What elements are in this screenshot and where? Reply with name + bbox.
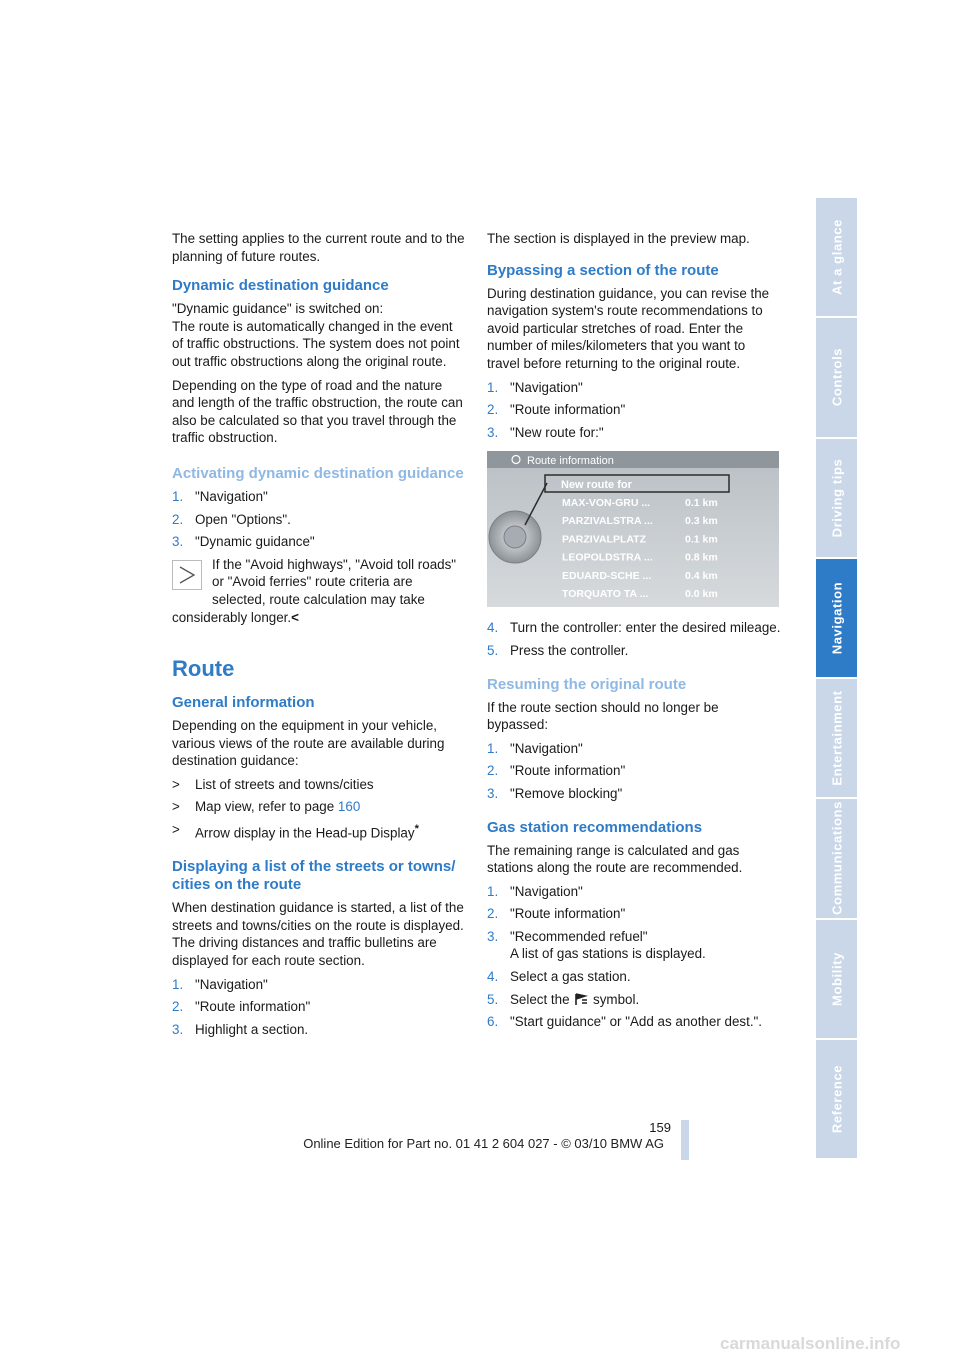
tab-navigation[interactable] <box>816 559 857 679</box>
preview-map-paragraph: The section is displayed in the preview map. <box>487 231 750 246</box>
tab-label: At a glance <box>829 219 844 296</box>
screen-row-name[interactable]: MAX-VON-GRU ... <box>562 497 651 510</box>
screen-title: Route information <box>527 455 614 468</box>
step-item: 2. "Route information" <box>487 906 626 922</box>
page-number: 159 <box>649 1120 671 1135</box>
step-item: 3. "New route for:" <box>487 424 604 440</box>
step-item: 4. Turn the controller: enter the desired mileage. <box>487 620 781 636</box>
step-item: 2. "Route information" <box>487 402 626 418</box>
step-item: 1. "Navigation" <box>487 379 583 395</box>
route-heading: Route <box>172 656 235 682</box>
route-flag-icon <box>573 992 589 1006</box>
watermark: carmanualsonline.info <box>720 1334 901 1353</box>
step-item: 2. "Route information" <box>172 999 311 1015</box>
step-item: 3. Highlight a section. <box>172 1021 309 1037</box>
dynamic-guidance-detail: Depending on the type of road and the nature and length of the traffic obstruction, the route can also be calculated so that you travel through the traffic obstruction. <box>172 377 463 446</box>
bypass-heading: Bypassing a section of the route <box>487 261 719 279</box>
tab-label: Driving tips <box>829 458 844 537</box>
screen-row-name[interactable]: TORQUATO TA ... <box>562 588 649 601</box>
bullet-item: > Map view, refer to page 160 <box>172 799 361 815</box>
step-item: 5. Select the symbol. <box>487 991 640 1007</box>
step-item: 6. "Start guidance" or "Add as another dest.". <box>487 1014 763 1030</box>
street-list-paragraph: When destination guidance is started, a list of the streets and towns/cities on the route is displayed. The driving distances and traffic bulletins are displayed for each route section. <box>172 900 464 968</box>
activating-guidance-heading: Activating dynamic destination guidance <box>172 464 464 482</box>
section-tabs <box>816 198 857 1160</box>
step-item: 3. "Recommended refuel" A list of gas stations is displayed. <box>487 928 706 962</box>
screen-row-distance: 0.1 km <box>685 497 718 510</box>
dynamic-guidance-status: "Dynamic guidance" is switched on: <box>172 301 384 317</box>
dynamic-guidance-heading: Dynamic destination guidance <box>172 277 389 295</box>
dynamic-guidance-description: The route is automatically changed in the event of traffic obstructions. The system does not point out traffic obstructions along the original route. <box>172 318 460 369</box>
tab-reference[interactable] <box>816 1040 857 1160</box>
tab-driving-tips[interactable] <box>816 439 857 559</box>
screen-row-distance: 0.3 km <box>685 515 718 528</box>
screen-row-distance: 0.8 km <box>685 551 718 564</box>
street-list-heading: Displaying a list of the streets or towns/ cities on the route <box>172 858 456 894</box>
step-item: 5. Press the controller. <box>487 642 629 658</box>
tab-controls[interactable] <box>816 318 857 438</box>
step-item: 3. "Remove blocking" <box>487 785 623 801</box>
screen-row-distance: 0.0 km <box>685 588 718 601</box>
bullet-item: > Arrow display in the Head-up Display* <box>172 822 419 841</box>
bypass-paragraph: During destination guidance, you can revise the navigation system's route recommendations to avoid particular stretches of road. Enter the number of miles/kilometers that you want to travel before returning to the original route. <box>487 285 770 371</box>
step-item: 2. "Route information" <box>487 763 626 779</box>
screen-row-name[interactable]: LEOPOLDSTRA ... <box>562 551 653 564</box>
page-link[interactable]: 160 <box>337 799 361 815</box>
resume-route-paragraph: If the route section should no longer be bypassed: <box>487 699 719 733</box>
note-triangle-icon <box>172 560 202 590</box>
highlight-label: New route for <box>561 479 632 492</box>
note-block <box>172 556 466 626</box>
note-text: If the "Avoid highways", "Avoid toll roads" or "Avoid ferries" route criteria are selected, route calculation may take considerably longer. <box>172 556 457 625</box>
tab-label: Controls <box>829 348 844 407</box>
screen-row-distance: 0.4 km <box>685 570 718 583</box>
tab-at-a-glance[interactable] <box>816 198 857 318</box>
route-information-screen <box>487 451 779 607</box>
intro-paragraph: The setting applies to the current route and to the planning of future routes. <box>172 231 465 264</box>
bullet-item: > List of streets and towns/cities <box>172 776 374 792</box>
step-item: 2. Open "Options". <box>172 511 291 527</box>
screen-row-name[interactable]: PARZIVALSTRA ... <box>562 515 653 528</box>
tab-label: Navigation <box>829 581 844 655</box>
screen-row-distance: 0.1 km <box>685 533 718 546</box>
option-asterisk: * <box>414 823 419 836</box>
tab-label: Communications <box>829 801 844 916</box>
step-item: 3. "Dynamic guidance" <box>172 534 315 550</box>
footer-text: Online Edition for Part no. 01 41 2 604 027 - © 03/10 BMW AG <box>303 1136 664 1151</box>
tab-entertainment[interactable] <box>816 679 857 799</box>
screen-row-name[interactable]: PARZIVALPLATZ <box>562 533 646 546</box>
gas-station-paragraph: The remaining range is calculated and gas stations along the route are recommended. <box>487 842 743 876</box>
tab-communications[interactable] <box>816 799 857 919</box>
tab-mobility[interactable] <box>816 920 857 1040</box>
screen-row-name[interactable]: EDUARD-SCHE ... <box>562 570 652 583</box>
step-item: 1. "Navigation" <box>172 976 268 992</box>
tab-label: Reference <box>829 1064 844 1134</box>
gas-station-heading: Gas station recommendations <box>487 818 703 836</box>
step-item: 1. "Navigation" <box>487 883 583 899</box>
tab-label: Entertainment <box>829 690 844 786</box>
left-column <box>172 230 466 1043</box>
activating-steps <box>172 488 466 551</box>
tab-label: Mobility <box>829 951 844 1006</box>
step-item: 1. "Navigation" <box>487 740 583 756</box>
step-item: 4. Select a gas station. <box>487 969 631 985</box>
general-info-paragraph: Depending on the equipment in your vehicle, various views of the route are available during destination guidance: <box>172 718 445 769</box>
note-end-mark: < <box>291 609 299 625</box>
right-column <box>487 230 781 1036</box>
page-number-bar <box>681 1120 689 1160</box>
step-item: 1. "Navigation" <box>172 488 268 504</box>
general-info-heading: General information <box>172 694 315 712</box>
resume-route-heading: Resuming the original route <box>487 675 687 693</box>
